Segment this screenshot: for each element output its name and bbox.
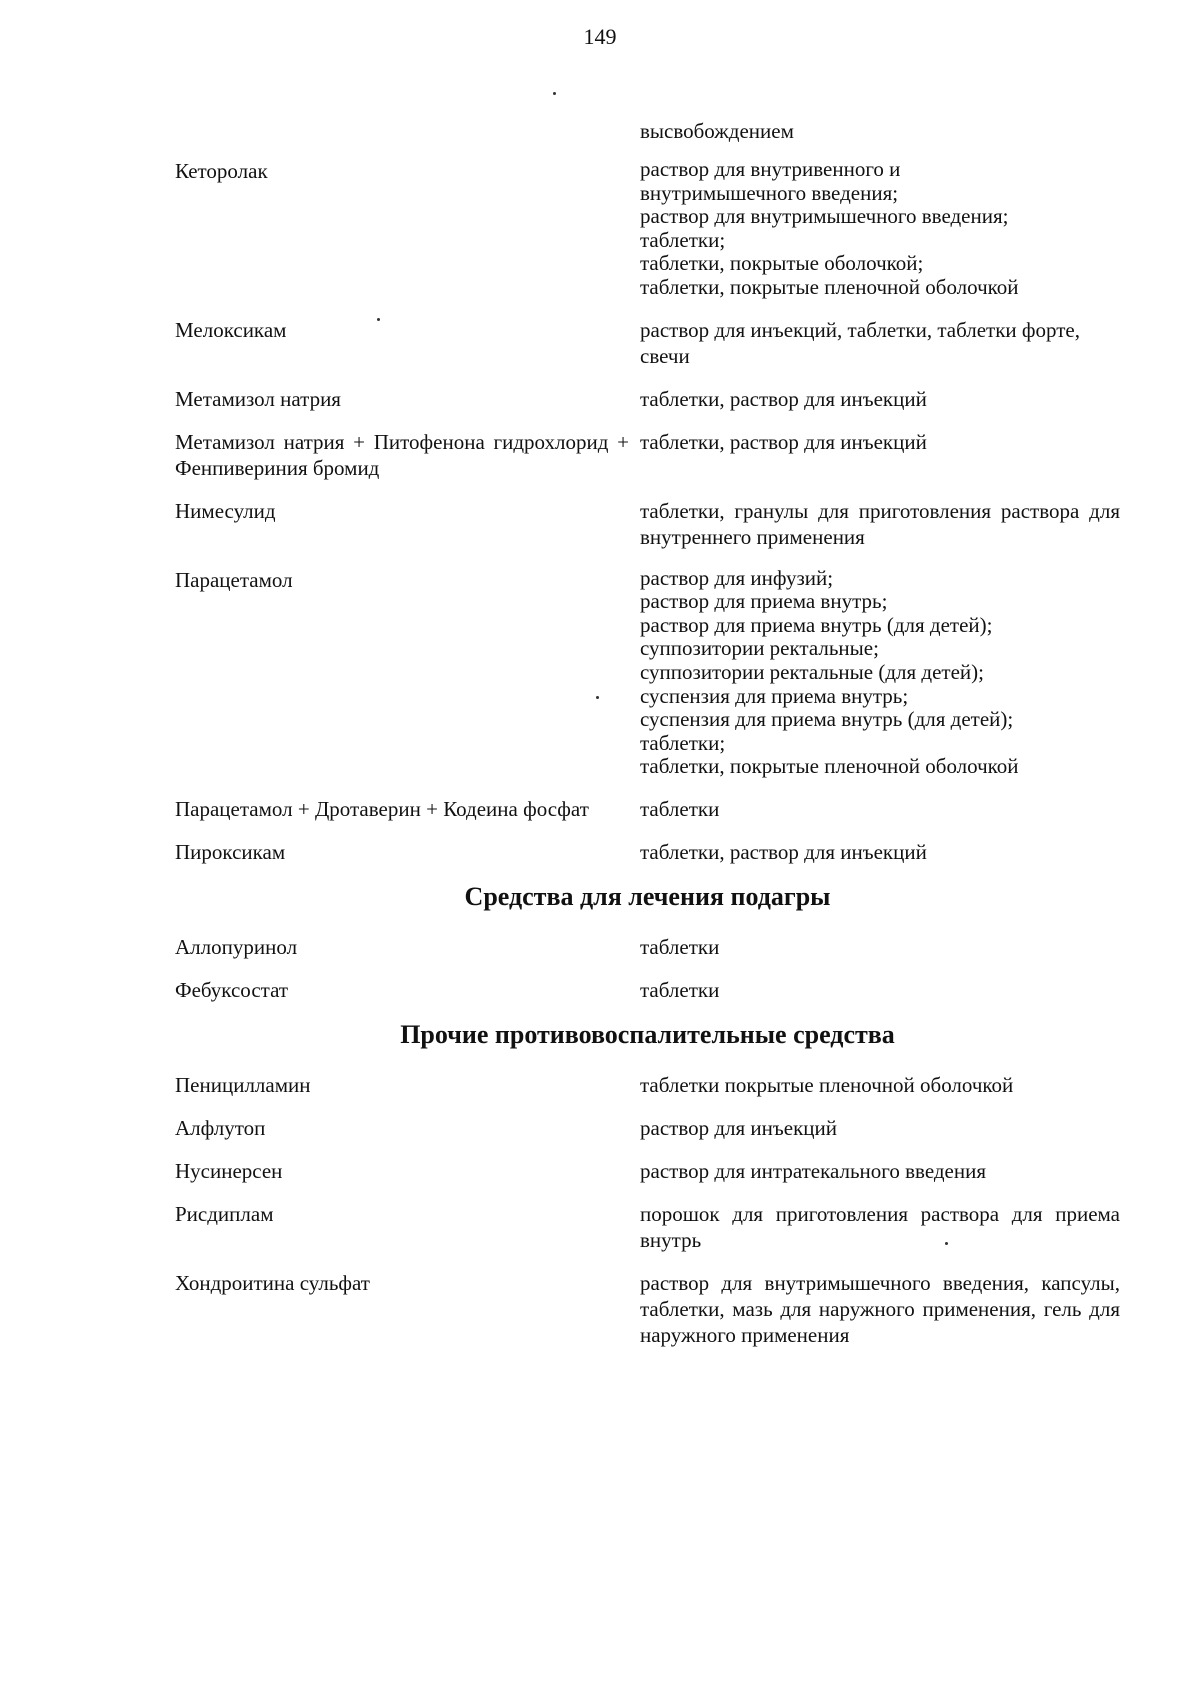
dosage-forms: таблетки, гранулы для приготовления раствора для внутреннего применения — [640, 498, 1120, 549]
dosage-forms: раствор для интратекального введения — [640, 1158, 987, 1183]
dosage-forms: таблетки — [640, 977, 720, 1002]
dosage-forms: высвобождением — [640, 119, 794, 143]
drug-row-alflutop — [175, 1115, 1120, 1141]
drug-name: Пеницилламин — [175, 1072, 311, 1097]
dosage-forms: таблетки — [640, 934, 720, 959]
section-heading-other: Прочие противовоспалительные средства — [400, 1019, 895, 1049]
drug-row-penicillamine — [175, 1072, 1120, 1098]
dosage-forms: раствор для инъекций — [640, 1115, 837, 1140]
dosage-forms: раствор для инфузий; раствор для приема внутрь; раствор для приема внутрь (для детей); суппозитории ректальные; суппозитории ректальные (для детей); суспензия для приема внутрь; суспензия для приема внутрь (для детей); таблетки; таблетки, покрытые пленочной оболочкой — [640, 565, 1019, 779]
drug-name: Парацетамол — [175, 567, 293, 592]
page-number: 149 — [583, 24, 617, 49]
dosage-forms: таблетки, раствор для инъекций — [640, 839, 927, 864]
dosage-forms: таблетки, раствор для инъекций — [640, 386, 927, 411]
drug-row-metamizole-combo — [175, 429, 1120, 481]
dosage-forms: раствор для инъекций, таблетки, таблетки форте, свечи — [640, 317, 1080, 368]
dosage-forms: таблетки — [640, 796, 720, 821]
dosage-forms: раствор для внутримышечного введения, капсулы, таблетки, мазь для наружного применения, гель для наружного применения — [640, 1270, 1120, 1347]
drug-name: Аллопуринол — [175, 934, 298, 959]
drug-name: Пироксикам — [175, 839, 286, 864]
drug-list — [175, 118, 1120, 1365]
drug-row-metamizole — [175, 386, 1120, 412]
drug-row-paracetamol-combo — [175, 796, 1120, 822]
drug-name: Парацетамол + Дротаверин + Кодеина фосфат — [175, 796, 589, 821]
dosage-forms: таблетки, раствор для инъекций — [640, 429, 927, 454]
dosage-forms: порошок для приготовления раствора для приема внутрь — [640, 1201, 1120, 1252]
dosage-forms: таблетки покрытые пленочной оболочкой — [640, 1072, 1014, 1097]
drug-row-allopurinol — [175, 934, 1120, 960]
scan-speck — [553, 92, 556, 95]
drug-row-piroxicam — [175, 839, 1120, 865]
drug-row-paracetamol — [175, 567, 1120, 779]
drug-row-ketorolac — [175, 158, 1120, 300]
section-heading-gout: Средства для лечения подагры — [464, 881, 831, 911]
drug-row-nimesulide — [175, 498, 1120, 550]
drug-name: Нимесулид — [175, 498, 276, 523]
drug-name: Мелоксикам — [175, 317, 287, 342]
list-row-continuation — [175, 118, 1120, 144]
drug-row-chondroitin — [175, 1270, 1120, 1348]
drug-name: Метамизол натрия + Питофенона гидрохлорид + Фенпивериния бромид — [175, 429, 629, 480]
drug-name: Фебуксостат — [175, 977, 289, 1002]
drug-row-febuxostat — [175, 977, 1120, 1003]
drug-name: Алфлутоп — [175, 1115, 266, 1140]
drug-row-risdiplam — [175, 1201, 1120, 1253]
drug-name: Рисдиплам — [175, 1201, 274, 1226]
drug-name: Хондроитина сульфат — [175, 1270, 370, 1295]
drug-name: Нусинерсен — [175, 1158, 283, 1183]
drug-row-nusinersen — [175, 1158, 1120, 1184]
dosage-forms: раствор для внутривенного и внутримышечного введения; раствор для внутримышечного введения; таблетки; таблетки, покрытые оболочкой; таблетки, покрытые пленочной оболочкой — [640, 157, 1019, 299]
drug-name: Кеторолак — [175, 159, 268, 183]
drug-name: Метамизол натрия — [175, 386, 341, 411]
drug-row-meloxicam — [175, 317, 1120, 369]
